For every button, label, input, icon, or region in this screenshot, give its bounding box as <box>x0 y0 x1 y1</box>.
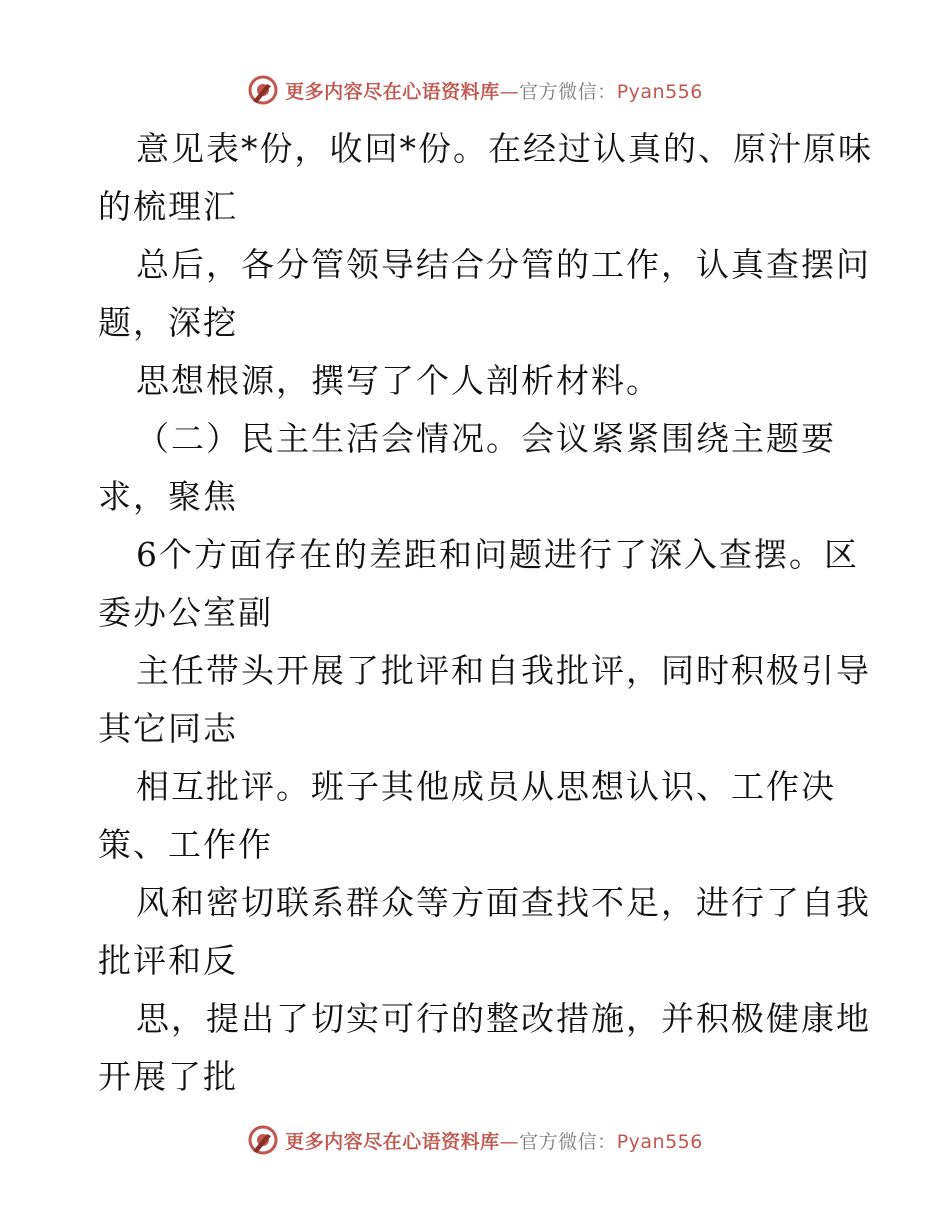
paragraph-line: 策、工作作 <box>98 825 273 864</box>
banner-main-text: 更多内容尽在心语资料库 <box>285 1130 500 1153</box>
banner-dash: — <box>499 1130 520 1153</box>
banner-wechat-id: Pyan556 <box>616 80 703 103</box>
paragraph-line: 思，提出了切实可行的整改措施，并积极健康地 <box>136 999 871 1038</box>
paragraph-line: 主任带头开展了批评和自我批评，同时积极引导 <box>136 651 871 690</box>
paragraph <box>98 526 858 642</box>
banner-wechat-label: 官方微信： <box>519 1130 617 1153</box>
paragraph-line: 批评和反 <box>98 941 238 980</box>
paragraph <box>98 990 871 1106</box>
paragraph-line: 相互批评。班子其他成员从思想认识、工作决 <box>136 767 836 806</box>
pen-logo-icon <box>247 74 279 106</box>
paragraph-line: 其它同志 <box>98 709 238 748</box>
header-banner <box>0 70 950 110</box>
paragraph-line: （二）民主生活会情况。会议紧紧围绕主题要 <box>136 419 836 458</box>
paragraph-line: 求，聚焦 <box>98 477 238 516</box>
paragraph-line: 风和密切联系群众等方面查找不足，进行了自我 <box>136 883 871 922</box>
banner-text <box>285 1127 703 1154</box>
document-body <box>98 120 873 1106</box>
banner-dash: — <box>499 80 520 103</box>
paragraph-line: 总后，各分管领导结合分管的工作，认真查摆问 <box>136 245 871 284</box>
paragraph <box>98 758 858 874</box>
banner-main-text: 更多内容尽在心语资料库 <box>285 80 500 103</box>
paragraph <box>98 236 871 352</box>
banner-wechat-id: Pyan556 <box>616 1130 703 1153</box>
paragraph <box>98 874 871 990</box>
banner-text <box>285 77 703 104</box>
paragraph <box>98 410 858 526</box>
banner-wechat-label: 官方微信： <box>519 80 617 103</box>
paragraph-line: 6个方面存在的差距和问题进行了深入查摆。区 <box>136 535 859 574</box>
paragraph <box>98 120 873 236</box>
paragraph-line: 开展了批 <box>98 1057 238 1096</box>
paragraph <box>98 642 871 758</box>
paragraph-line: 的梳理汇 <box>98 187 238 226</box>
paragraph-line: 意见表*份，收回*份。在经过认真的、原汁原味 <box>136 129 873 168</box>
paragraph-line: 委办公室副 <box>98 593 273 632</box>
footer-banner <box>0 1120 950 1160</box>
pen-logo-icon <box>247 1124 279 1156</box>
paragraph-line: 思想根源，撰写了个人剖析材料。 <box>136 361 661 400</box>
paragraph <box>98 352 858 410</box>
paragraph-line: 题，深挖 <box>98 303 238 342</box>
